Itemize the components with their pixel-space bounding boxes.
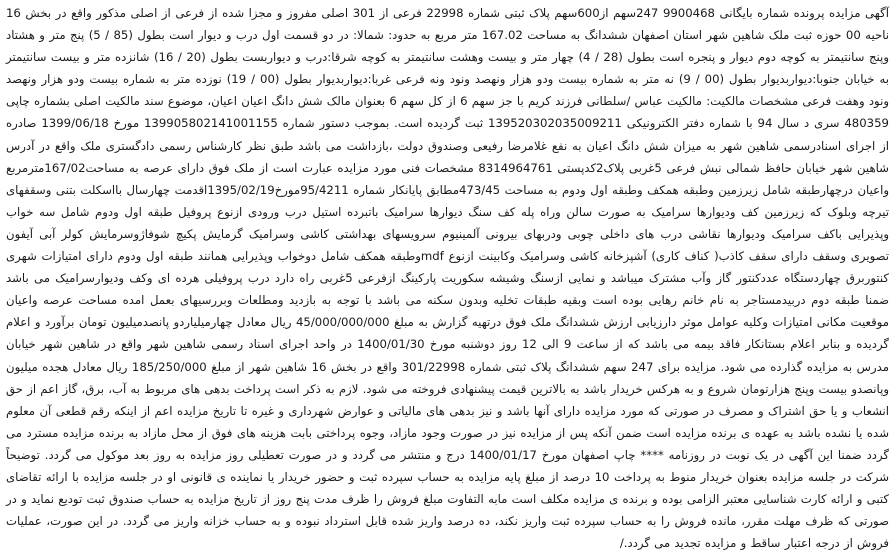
auction-notice-text: آگهی مزایده پرونده شماره بایگانی 9900468 247سهم از600سهم پلاک ثبتی شماره 22998 فرعی از 301 اصلی مفروز و مجزا شده از فرعی از اصلی مذکور واقع در بخش 16 ناحیه 00 حوزه ثبت ملک شاهین شهر استان اصفهان ششدانگ به مساحت 167.02 متر مربع به حدود: شمالا: در دو قسمت اول درب و دیوار است بطول (85 / 5) پنج متر و هشتاد وپنج سانتیمتر به کوچه دوم دیوار و پنجره است بطول (28 / 4) چهار متر و بیست وهشت سانتیمتر به کوچه شرقا:درب و دیواربست بطول (20 / 16) شانزده متر و بیست سانتیمتر به خیابان جنوبا:دیواربدیوار بطول (00 / 9) نه متر به شماره بیست ودو هزار ونهصد ونود ونه فرعی غربا:دیواربدیوار بطول (00 / 19) نوزده متر به شماره بیست ودو هزار ونهصد ونود وهفت فرعی مشخصات مالکیت: مالکیت عباس /سلطانی فرزند کریم با جز سهم 6 از کل سهم 6 بعنوان مالک شش دانگ اعیان اعیان، موضوع سند مالکیت اصلی بشماره چاپی 480359 سری د سال 94 با شماره دفتر الکترونیکی 139520302035009211 ثبت گردیده است. بموجب دستور شماره 139905802141001155 مورخ 1399/06/18 صادره از اجرای اسنادرسمی شاهین شهر به میزان شش دانگ اعیان به نفع غلامرضا رفیعی وصندوق دولت ،بازداشت می باشد طبق نظر کارشناس رسمی دادگستری ملک واقع در آدرس شاهین شهر خیابان حافظ شمالی نبش فرعی 5غربی پلاک2کدپستی 8314964761 مشخصات فنی مورد مزایده عبارت است از ملک فوق دارای عرصه به مساحت167/02مترمربع واعیان درچهارطبقه شامل زیرزمین وطبقه همکف وطبقه اول ودوم به مساحت 473/45مطابق پایانکار شماره 95/4211مورخ1395/02/19اقدمت چهارسال بااسکلت بتنی وسقفهای تیرچه وبلوک که زیرزمین کف ودیوارها سرامیک به صورت سالن وراه پله کف سنگ دیوارها سرامیک باتبرده استیل درب ورودی ازنوع پروفیل طبقه اول ودوم شامل سه خواب وپذیرایی باکف سرامیک ودیوارها نقاشی درب های داخلی چوبی ودربهای بیرونی آلمینیوم سرویسهای بهداشتی کاشی وسرامیک گرمایش پکیچ شوفاژوسرمایش کولر آبی آیفون تصویری وسقف دارای سقف کاذب( کناف کاری) آشپزخانه کاشی وسرامیک وکابینت ازنوع mdfوطبقه همکف شامل دوخواب وپذیرایی همانند طبقه اول ودوم دارای امتیازات شهری کنتوربرق چهاردستگاه عددکنتور گاز وآب مشترک میباشد و نمایی ازسنگ وشیشه سکوریت پارکینگ ازفرعی 5غربی راه دارد درب پروفیلی هرده ای وکف ودیوارسرامیک می باشد ضمنا طبقه دوم دربیدمستاجر به نام خانم رهایی بوده است وبقیه طبقات تخلیه وبدون سکنه می باشد با توجه به بازدید ومطلعات وبررسیهای بعمل امده مساحت عرصه واعیان موقعیت مکانی امتیازات وکلیه عوامل موثر دارزیابی ارزش ششدانگ ملک فوق درتهیه گزارش به مبلغ 45/000/000/000 ریال معادل چهارمیلیاردو پانصدمیلیون تومان برآورد و اعلام گردیده و بنابر اعلام بستانکار فاقد بیمه می باشد که از ساعت 9 الی 12 روز دوشنبه مورخ 1400/01/30 در واحد اجرای اسناد رسمی شاهین شهر واقع در شاهین شهر خیابان مدرس به مزایده گذارده می شود. مزایده برای 247 سهم ششدانگ پلاک ثبتی شماره 301/22998 واقع در بخش 16 شاهین شهر از مبلغ 185/250/000 ریال معادل هجده میلیون وپانصدو بیست وپنج هزارتومان شروع و به هرکس خریدار باشد به بالاترین قیمت پیشنهادی فروخته می شود. لازم به ذکر است پرداخت بدهی های مربوط به آب، برق، گاز اعم از حق انشعاب و یا حق اشتراک و مصرف در صورتی که مورد مزایده دارای آنها باشد و نیز بدهی های مالیاتی و عوارض شهرداری و غیره تا تاریخ مزایده اعم از اینکه رقم قطعی آن معلوم شده یا نشده باشد به عهده ی برنده مزایده است ضمن آنکه پس از مزایده نیز در صورت وجود مازاد، وجوه پرداختی بابت هزینه های فوق از محل مازاد به برنده مزایده مسترد می گردد ضمنا این آگهی در یک نوبت در روزنامه **** چاپ اصفهان مورخ 1400/01/17 درج و منتشر می گردد و در صورت تعطیلی روز مزایده به روز بعد موکول می گردد. توضیحاً شرکت در جلسه مزایده بعنوان خریدار منوط به پرداخت 10 درصد از مبلغ پایه مزایده به حساب سپرده ثبت و حضور خریدار یا نماینده ی قانونی او در جلسه مزایده با ارائه تقاضای کتبی و ارائه کارت شناسایی معتبر الزامی بوده و برنده ی مزایده مکلف است مابه التفاوت مبلغ فروش را ظرف مدت پنج روز از تاریخ مزایده به حساب صندوق ثبت تودیع نماید و در صورتی که ظرف مهلت مقرر، مانده فروش را به حساب سپرده ثبت واریز نکند، ده درصد واریز شده قابل استرداد نبوده و به حساب خزانه واریز می گردد. در این صورت، عملیات فروش از درجه اعتبار ساقط و مزایده تجدید می گردد./ [6, 6, 890, 551]
